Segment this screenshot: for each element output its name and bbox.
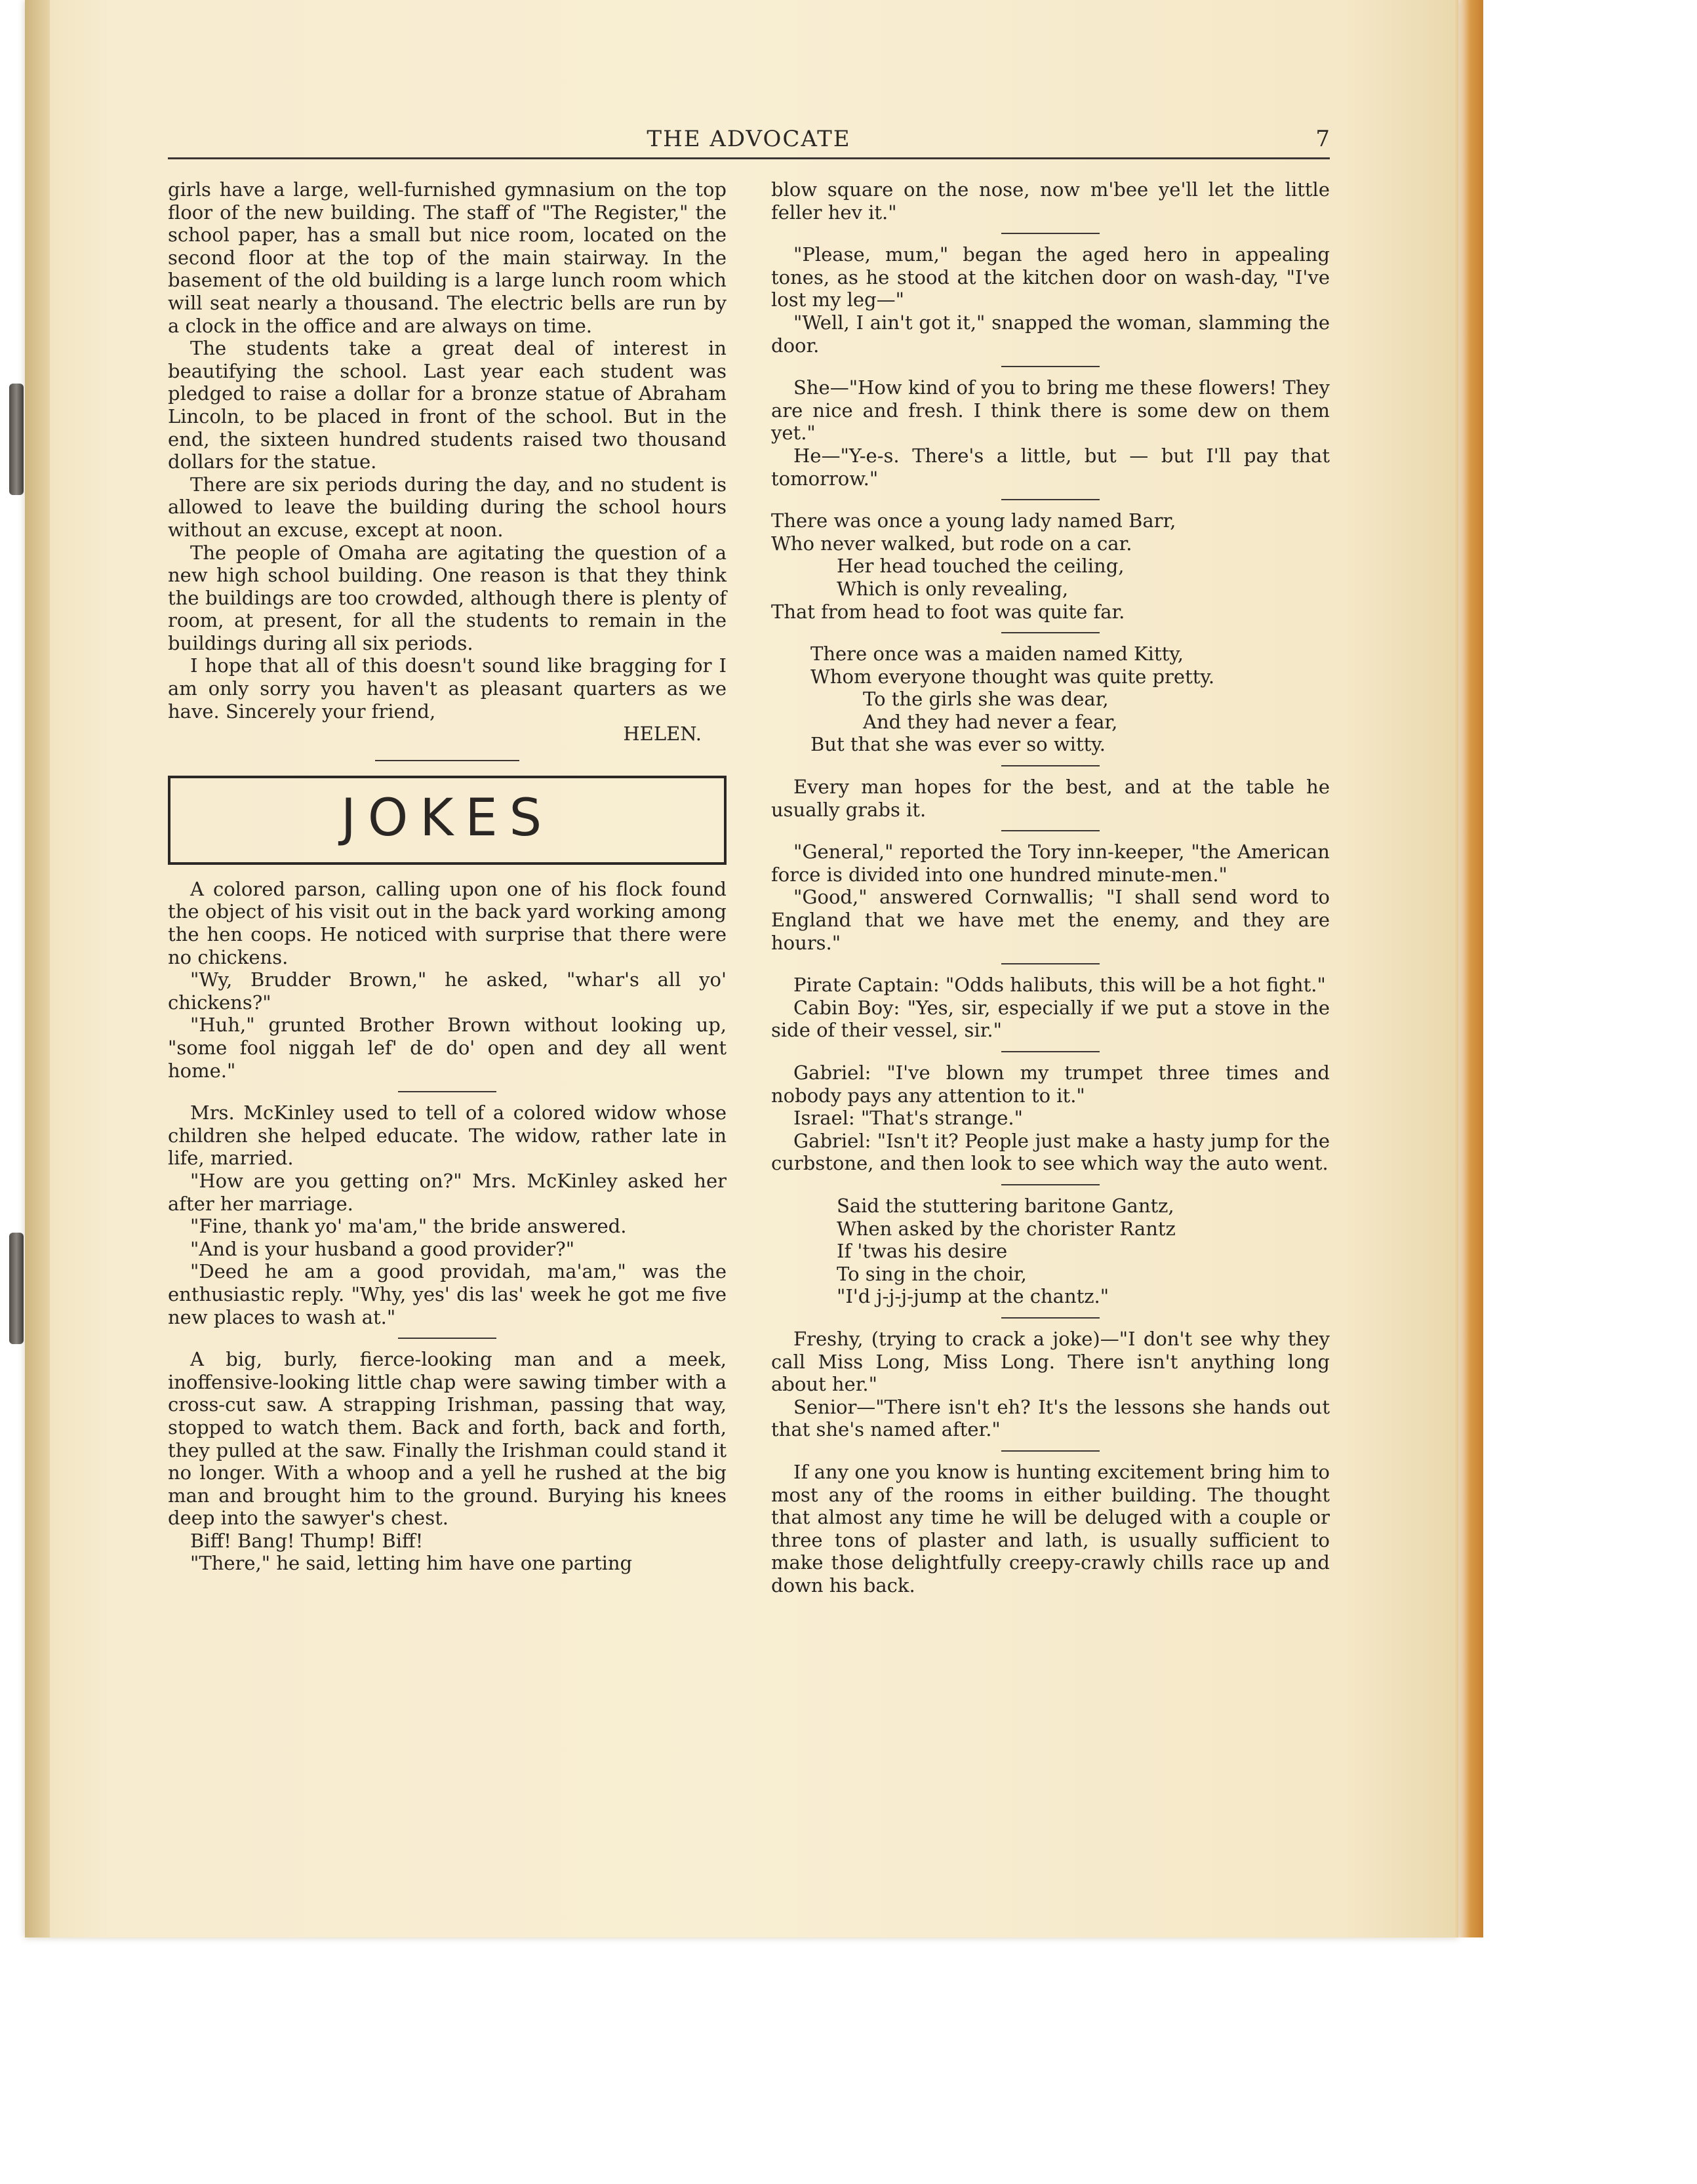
letter-paragraph: The people of Omaha are agitating the question of a new high school building. One reason is that they think the buildings are too crowded, although there is plenty of room, at present, for all the students to remain in the buildings during all six periods.	[168, 541, 727, 654]
section-divider	[375, 760, 519, 761]
joke-paragraph: Freshy, (trying to crack a joke)—"I don't see why they call Miss Long, Miss Long. There isn't anything long about her."	[771, 1327, 1330, 1396]
jokes-heading: JOKES	[340, 788, 554, 848]
joke-paragraph: "Please, mum," began the aged hero in appealing tones, as he stood at the kitchen door on wash-day, "I've lost my leg—"	[771, 243, 1330, 311]
joke-divider	[1001, 765, 1100, 766]
verse-line: Which is only revealing,	[837, 577, 1069, 600]
letter-paragraph: girls have a large, well-furnished gymnasium on the top floor of the new building. The staff of "The Register," the school paper, has a small but nice room, located on the second floor at the top of the main stairway. In the basement of the old building is a large lunch room which will seat nearly a thousand. The electric bells are run by a clock in the office and are always on time.	[168, 178, 727, 337]
joke-paragraph: Cabin Boy: "Yes, sir, especially if we put a stove in the side of their vessel, sir."	[771, 996, 1330, 1042]
verse-line: Said the stuttering baritone Gantz,	[837, 1194, 1174, 1217]
verse-line: There was once a young lady named Barr,	[771, 509, 1176, 532]
joke-paragraph: "Well, I ain't got it," snapped the woman, slamming the door.	[771, 311, 1330, 357]
verse-line: Who never walked, but rode on a car.	[771, 532, 1132, 555]
jokes-heading-box	[168, 776, 727, 865]
joke-paragraph: "And is your husband a good provider?"	[190, 1237, 575, 1260]
joke-divider	[398, 1091, 496, 1092]
binding-clip-icon	[9, 1233, 24, 1344]
magazine-page	[25, 0, 1458, 1937]
joke-divider	[1001, 1051, 1100, 1052]
letter-signature: HELEN.	[623, 723, 702, 745]
letter-paragraph: I hope that all of this doesn't sound like bragging for I am only sorry you haven't as pleasant quarters as we have. Sincerely your friend,	[168, 654, 727, 723]
joke-divider	[1001, 963, 1100, 964]
limerick-kitty	[771, 643, 1330, 756]
verse-line: Whom everyone thought was quite pretty.	[810, 665, 1215, 688]
joke-paragraph: A big, burly, fierce-looking man and a meek, inoffensive-looking little chap were sawing timber with a cross-cut saw. A strapping Irishman, passing that way, stopped to watch them. Back and forth, back and forth, they pulled at the saw. Finally the Irishman could stand it no longer. With a whoop and a yell he rushed at the big man and brought him to the ground. Burying his knees deep into the sawyer's chest.	[168, 1348, 727, 1530]
joke-paragraph: Israel: "That's strange."	[793, 1107, 1023, 1130]
joke-paragraph: She—"How kind of you to bring me these flowers! They are nice and fresh. I think there is some dew on them yet."	[771, 376, 1330, 445]
verse-line: When asked by the chorister Rantz	[837, 1217, 1176, 1240]
verse-line: And they had never a fear,	[863, 710, 1118, 733]
joke-paragraph: Biff! Bang! Thump! Biff!	[190, 1529, 424, 1552]
verse-line: "I'd j-j-j-jump at the chantz."	[837, 1285, 1109, 1308]
limerick-barr	[771, 509, 1330, 623]
limerick-gantz	[771, 1195, 1330, 1308]
verse-line: But that she was ever so witty.	[810, 733, 1106, 756]
joke-paragraph: He—"Y-e-s. There's a little, but — but I'll pay that tomorrow."	[771, 444, 1330, 490]
joke-paragraph: Mrs. McKinley used to tell of a colored widow whose children she helped educate. The widow, rather late in life, married.	[168, 1102, 727, 1170]
page-spine	[25, 0, 50, 1937]
binding-clip-icon	[9, 384, 24, 495]
joke-divider	[1001, 1450, 1100, 1452]
verse-line: To the girls she was dear,	[863, 688, 1109, 711]
joke-divider	[1001, 366, 1100, 367]
two-column-layout	[168, 178, 1330, 1597]
joke-paragraph: "Huh," grunted Brother Brown without looking up, "some fool niggah lef' de do' open and dey all went home."	[168, 1014, 727, 1082]
verse-line: There once was a maiden named Kitty,	[810, 643, 1184, 665]
joke-paragraph: Senior—"There isn't eh? It's the lessons she hands out that she's named after."	[771, 1395, 1330, 1441]
joke-divider	[1001, 632, 1100, 633]
joke-paragraph: "Wy, Brudder Brown," he asked, "whar's all yo' chickens?"	[168, 968, 727, 1014]
joke-paragraph: Gabriel: "I've blown my trumpet three times and nobody pays any attention to it."	[771, 1062, 1330, 1107]
letter-paragraph: There are six periods during the day, and no student is allowed to leave the building during the school hours without an excuse, except at noon.	[168, 473, 727, 541]
joke-paragraph: If any one you know is hunting excitement bring him to most any of the rooms in either building. The thought that almost any time he will be deluged with a couple or three tons of plaster and lath, is usually sufficient to make those delightfully creepy-crawly chills race up and down his back.	[771, 1460, 1330, 1597]
joke-divider	[1001, 1317, 1100, 1319]
joke-paragraph: "Deed he am a good providah, ma'am," was the enthusiastic reply. "Why, yes' dis las' week he got me five new places to wash at."	[168, 1260, 727, 1328]
joke-divider	[1001, 233, 1100, 234]
joke-divider	[398, 1338, 496, 1339]
joke-paragraph: blow square on the nose, now m'bee ye'll let the little feller hev it."	[771, 178, 1330, 224]
verse-line: To sing in the choir,	[837, 1262, 1027, 1285]
joke-paragraph: "There," he said, letting him have one parting	[190, 1552, 633, 1575]
verse-line: If 'twas his desire	[837, 1240, 1008, 1263]
joke-paragraph: "Good," answered Cornwallis; "I shall send word to England that we have met the enemy, and they are hours."	[771, 886, 1330, 954]
joke-paragraph: "Fine, thank yo' ma'am," the bride answered.	[190, 1215, 627, 1238]
verse-line: Her head touched the ceiling,	[837, 555, 1125, 578]
verse-line: That from head to foot was quite far.	[771, 600, 1125, 623]
joke-divider	[1001, 499, 1100, 500]
page-edge	[1454, 0, 1483, 1937]
letter-paragraph: The students take a great deal of interest in beautifying the school. Last year each student was pledged to raise a dollar for a bronze statue of Abraham Lincoln, to be placed in front of the school. But in the end, the sixteen hundred students raised two thousand dollars for the statue.	[168, 337, 727, 473]
joke-paragraph: "How are you getting on?" Mrs. McKinley asked her after her marriage.	[168, 1169, 727, 1215]
page-content	[168, 125, 1330, 1764]
running-title: THE ADVOCATE	[647, 126, 851, 152]
joke-paragraph: Gabriel: "Isn't it? People just make a hasty jump for the curbstone, and then look to see which way the auto went.	[771, 1129, 1330, 1175]
joke-paragraph: Every man hopes for the best, and at the table he usually grabs it.	[771, 776, 1330, 821]
joke-divider	[1001, 1184, 1100, 1185]
joke-paragraph: A colored parson, calling upon one of his flock found the object of his visit out in the back yard working among the hen coops. He noticed with surprise that there were no chickens.	[168, 877, 727, 968]
joke-paragraph: Pirate Captain: "Odds halibuts, this will be a hot fight."	[793, 974, 1326, 997]
page-number: 7	[1315, 126, 1330, 152]
joke-divider	[1001, 830, 1100, 831]
right-column	[771, 178, 1330, 1597]
joke-paragraph: "General," reported the Tory inn-keeper, "the American force is divided into one hundred minute-men."	[771, 841, 1330, 886]
left-column	[168, 178, 727, 1597]
running-header	[168, 125, 1330, 159]
